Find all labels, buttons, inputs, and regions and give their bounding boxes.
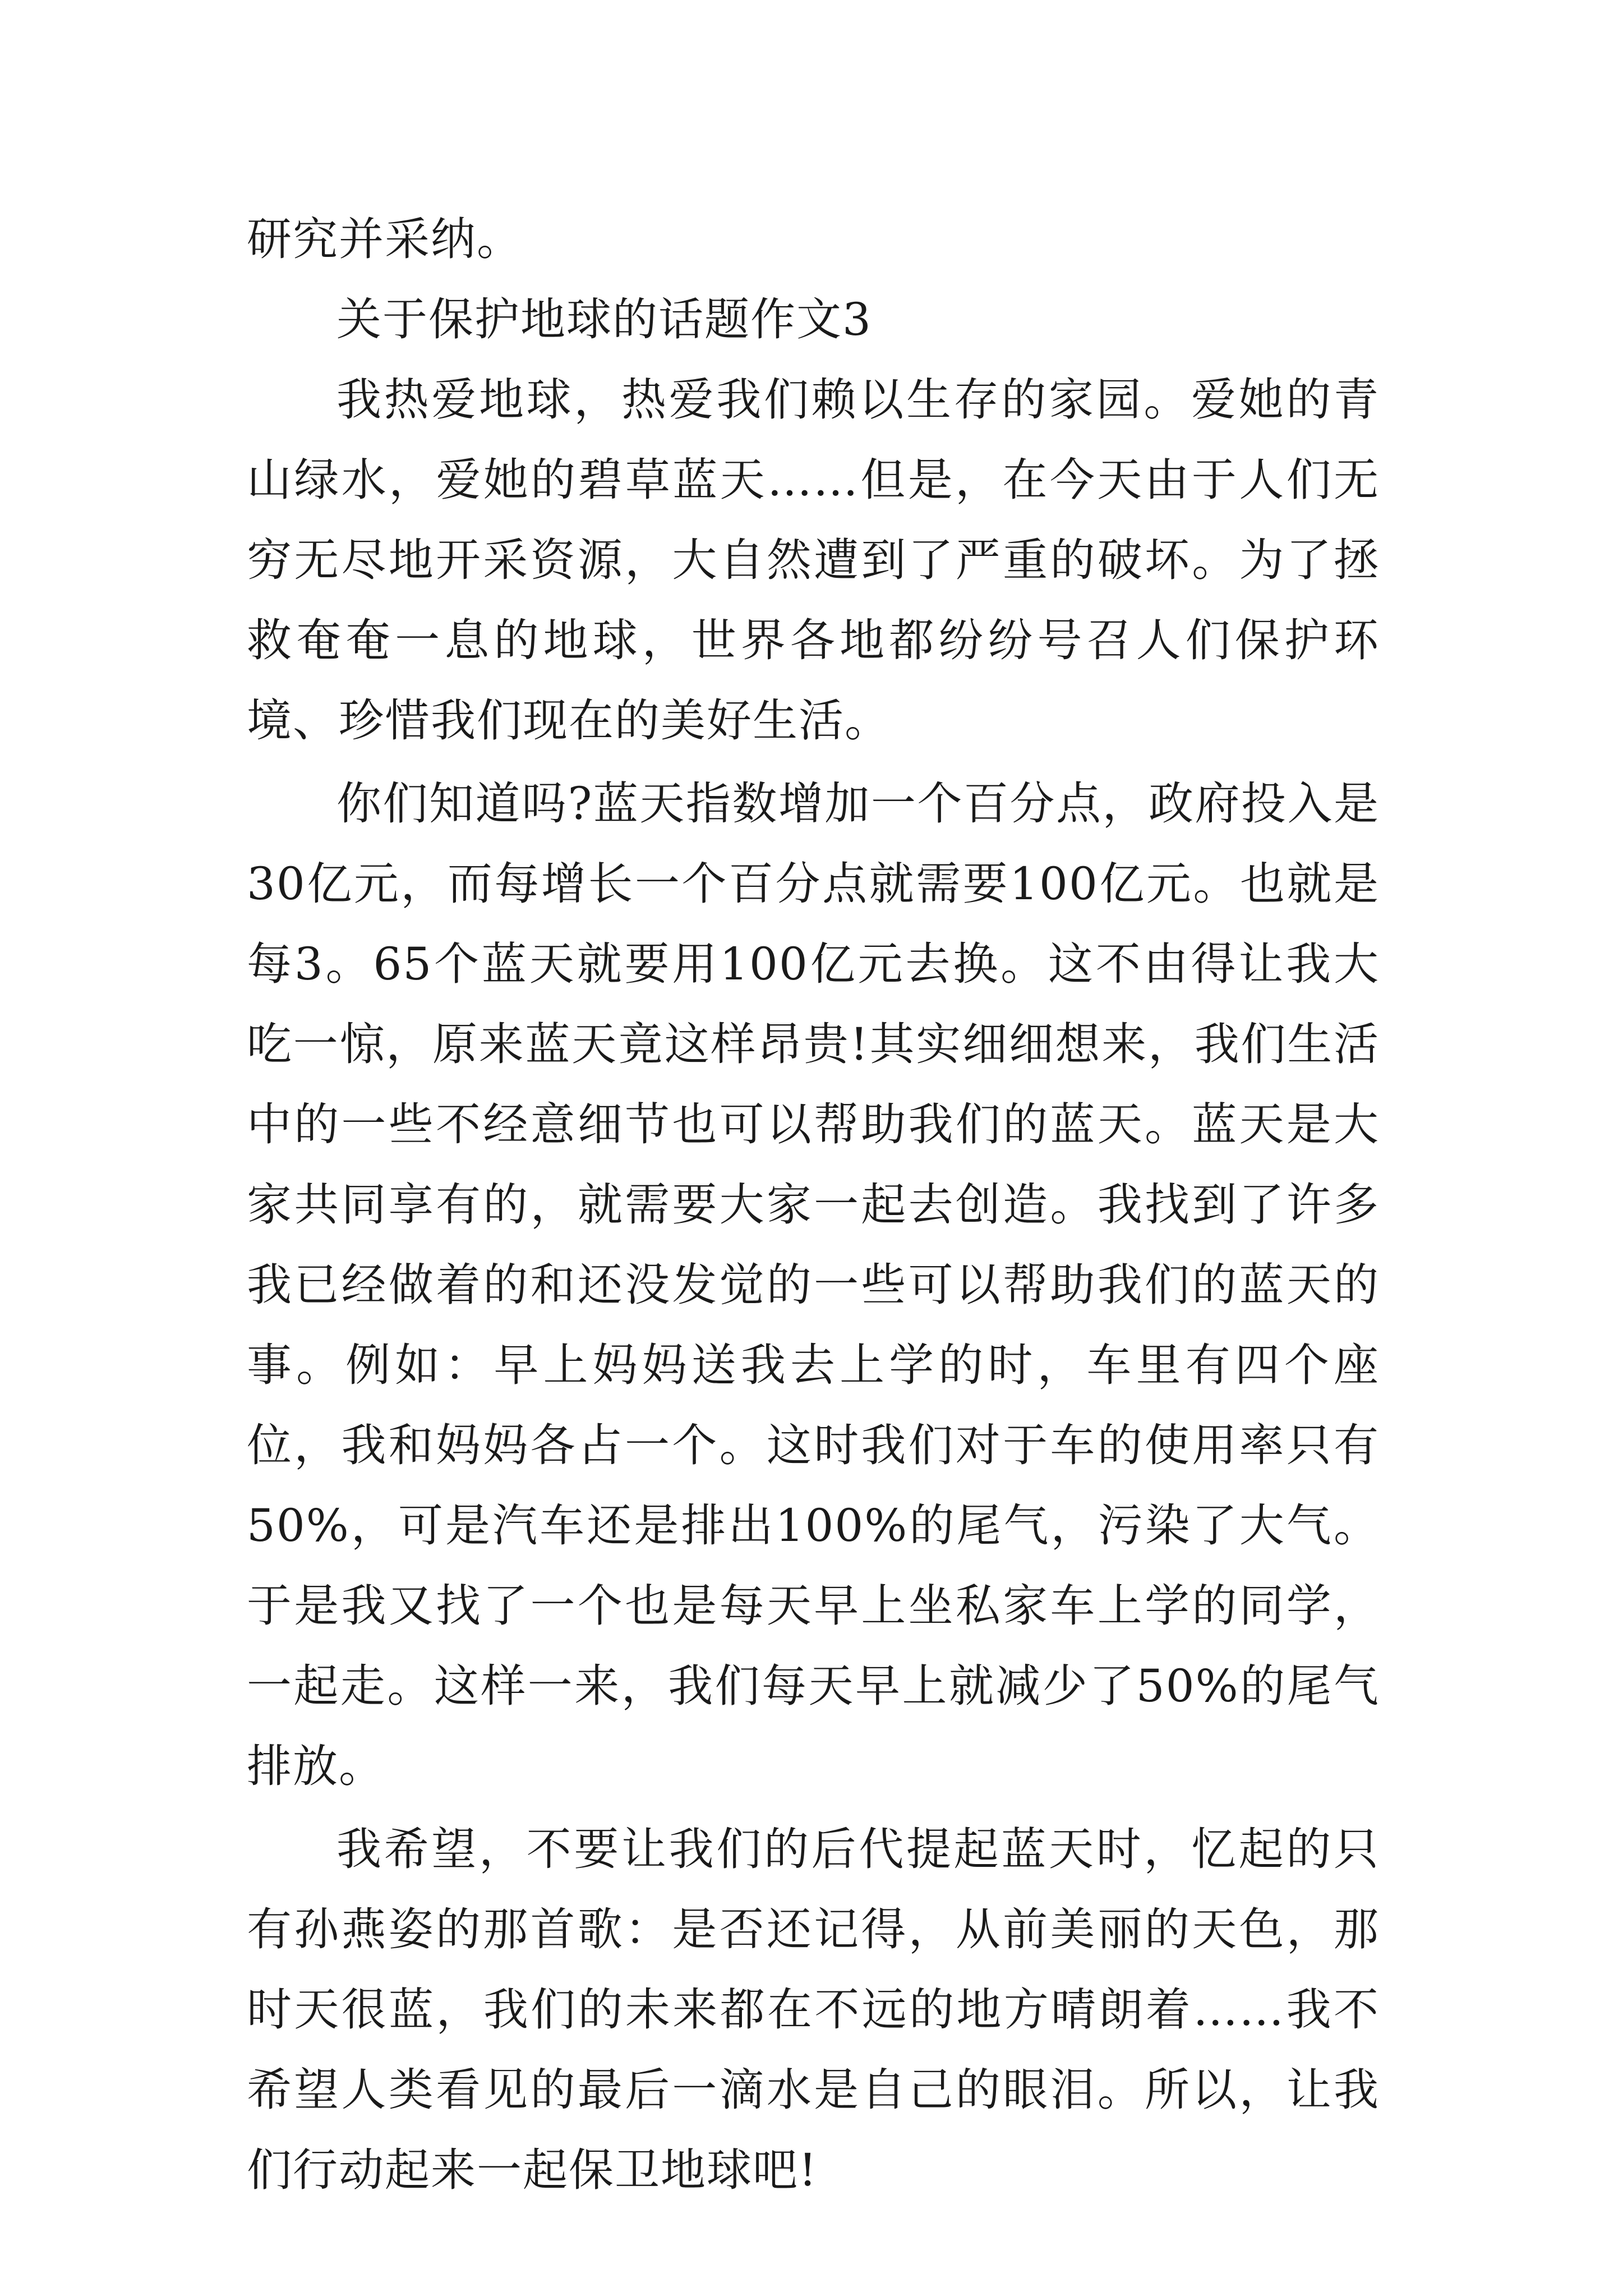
document-body: [247, 199, 1380, 2210]
paragraph-3: 我希望，不要让我们的后代提起蓝天时，忆起的只有孙燕姿的那首歌：是否还记得，从前美丽的天色，那时天很蓝，我们的未来都在不远的地方晴朗着……我不希望人类看见的最后一滴水是自己的眼泪。所以，让我们行动起来一起保卫地球吧!: [247, 1823, 1380, 2196]
paragraph-1: 我热爱地球，热爱我们赖以生存的家园。爱她的青山绿水，爱她的碧草蓝天……但是，在今天由于人们无穷无尽地开采资源，大自然遭到了严重的破坏。为了拯救奄奄一息的地球，世界各地都纷纷号召人们保护环境、珍惜我们现在的美好生活。: [247, 374, 1380, 747]
essay-heading: 关于保护地球的话题作文3: [336, 293, 872, 346]
paragraph-2: 你们知道吗?蓝天指数增加一个百分点，政府投入是30亿元，而每增长一个百分点就需要100亿元。也就是每3。65个蓝天就要用100亿元去换。这不由得让我大吃一惊，原来蓝天竟这样昂贵!其实细细想来，我们生活中的一些不经意细节也可以帮助我们的蓝天。蓝天是大家共同享有的，就需要大家一起去创造。我找到了许多我已经做着的和还没发觉的一些可以帮助我们的蓝天的事。例如：早上妈妈送我去上学的时，车里有四个座位，我和妈妈各占一个。这时我们对于车的使用率只有50%，可是汽车还是排出100%的尾气，污染了大气。于是我又找了一个也是每天早上坐私家车上学的同学，一起走。这样一来，我们每天早上就减少了50%的尾气排放。: [247, 777, 1380, 1792]
continuation-line: 研究并采纳。: [247, 213, 523, 265]
